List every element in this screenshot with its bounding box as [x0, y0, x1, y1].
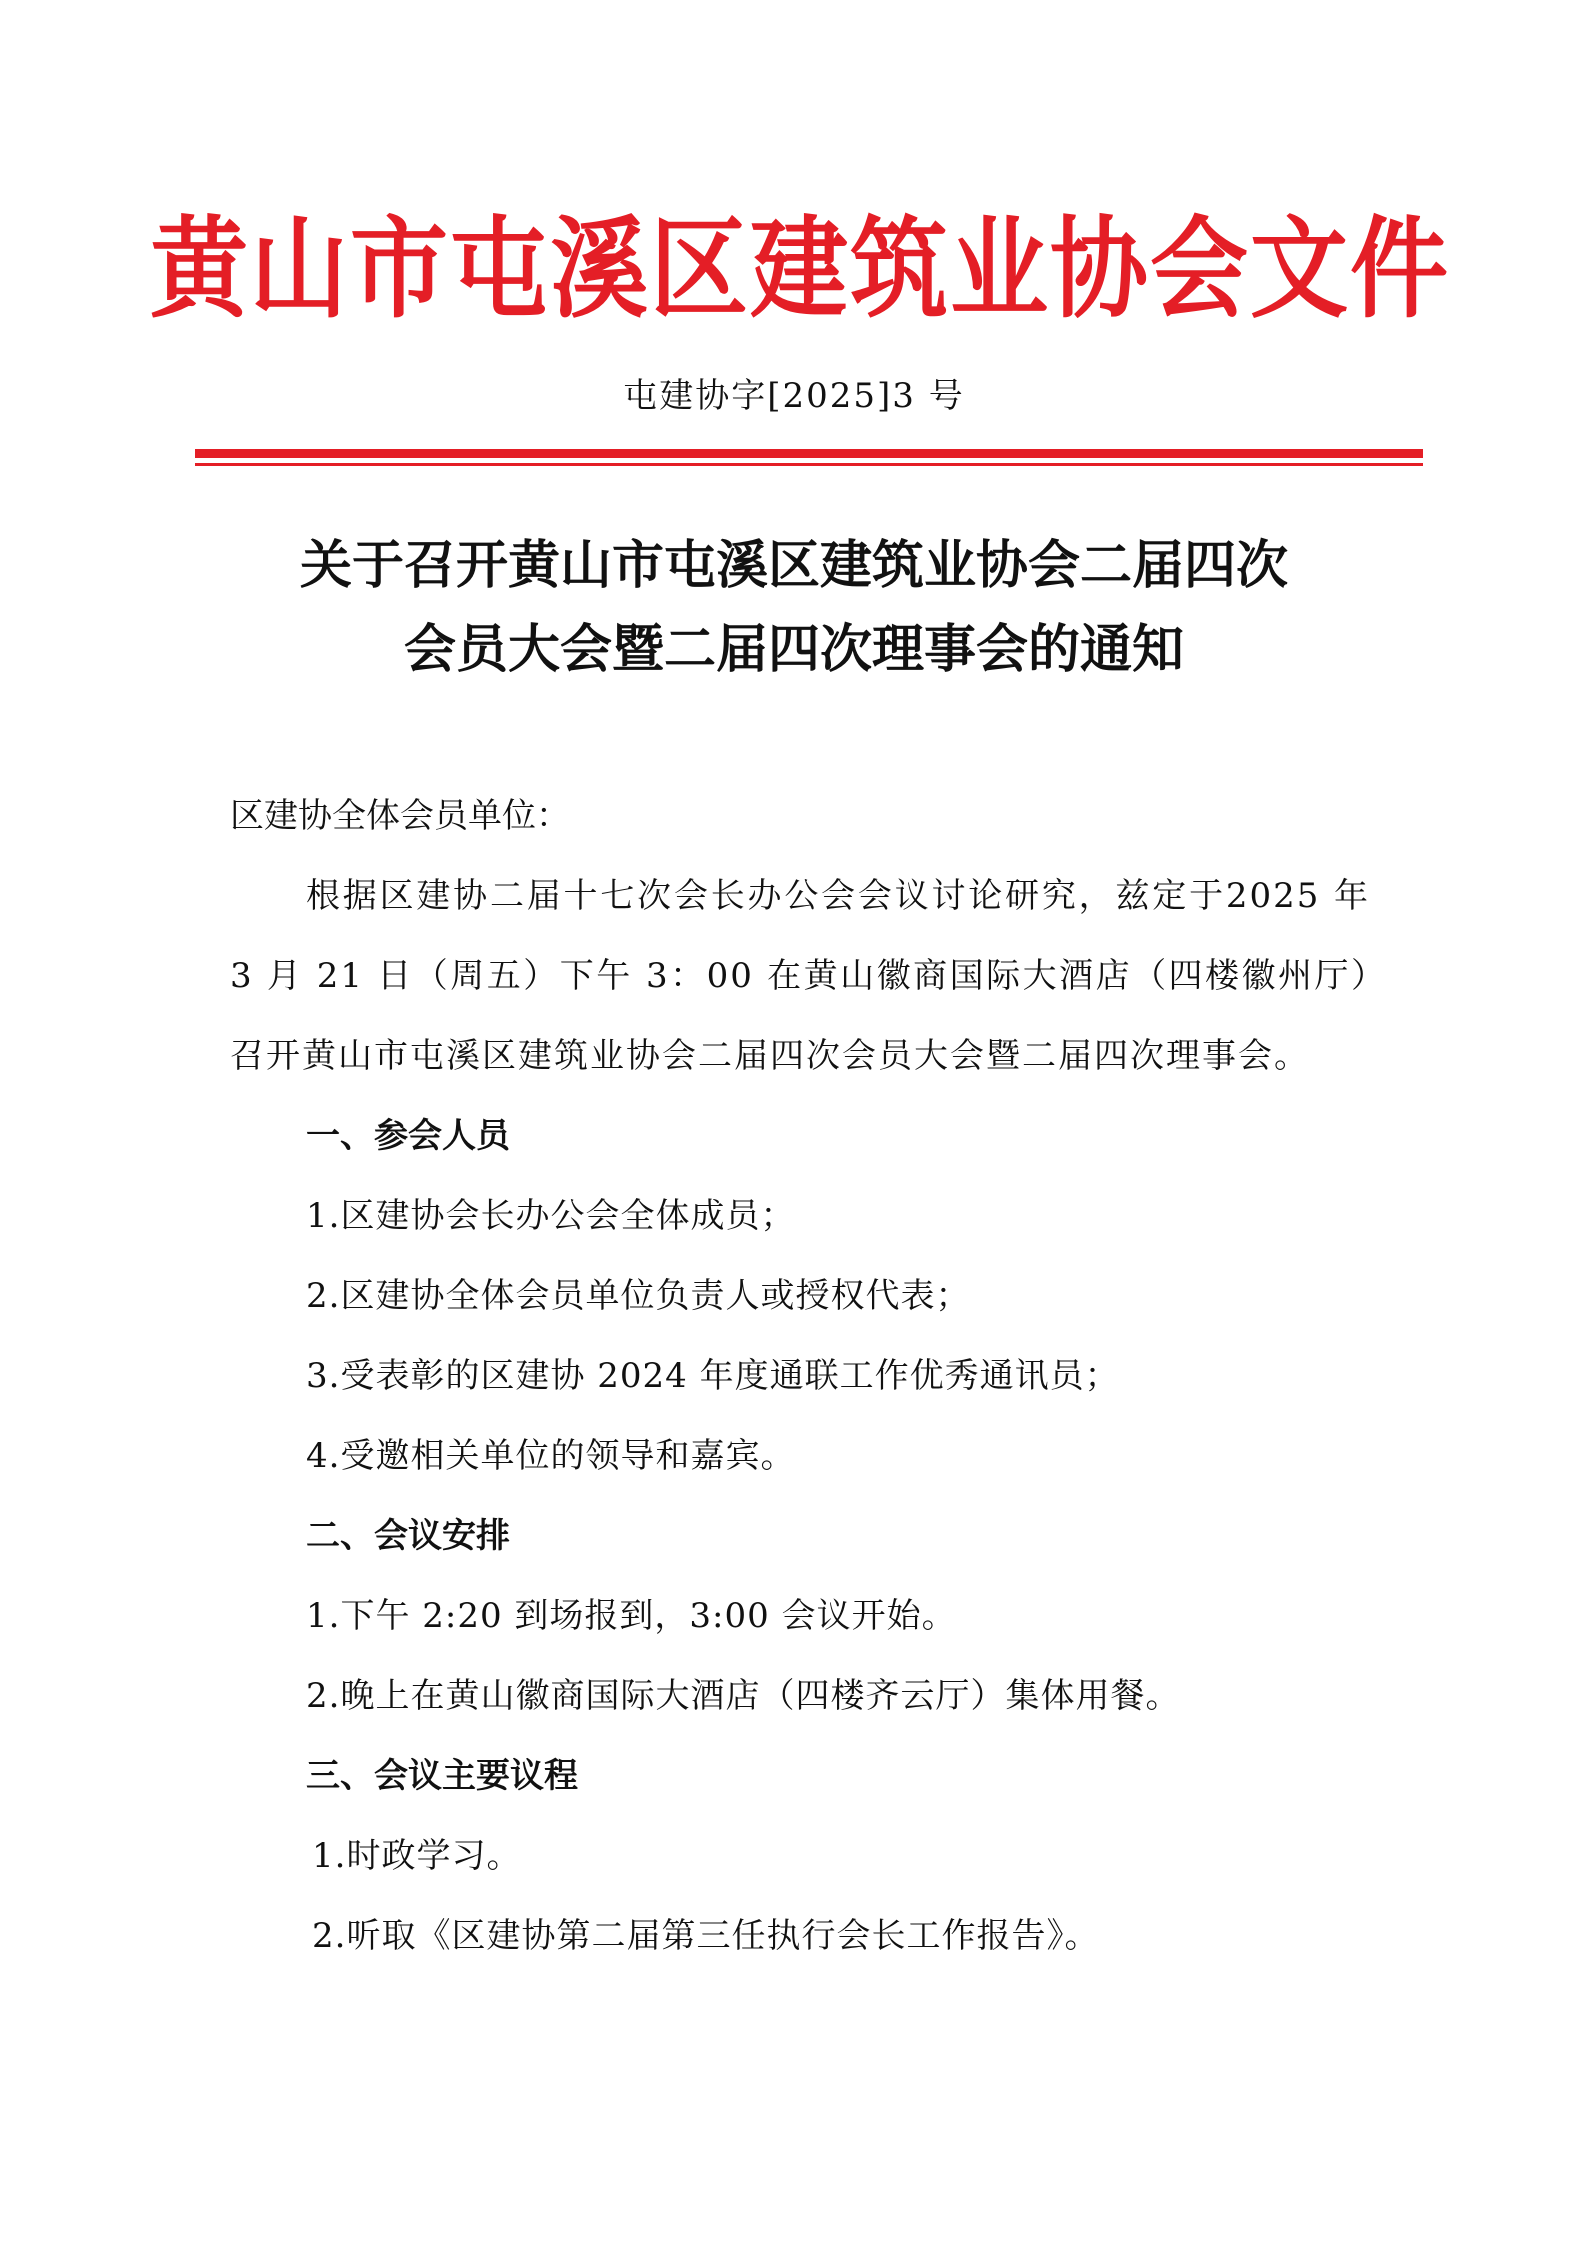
list-item: 4.受邀相关单位的领导和嘉宾。: [306, 1436, 796, 1476]
list-item: 2.听取《区建协第二届第三任执行会长工作报告》。: [312, 1916, 1100, 1956]
notice-body: [230, 776, 1370, 1976]
red-divider-thin: [195, 463, 1423, 466]
list-item: 2.晚上在黄山徽商国际大酒店（四楼齐云厅）集体用餐。: [306, 1676, 1181, 1716]
notice-title-line-2: 会员大会暨二届四次理事会的通知: [403, 620, 1184, 680]
notice-title-line-1: 关于召开黄山市屯溪区建筑业协会二届四次: [299, 536, 1288, 596]
list-item: 1.区建协会长办公会全体成员；: [306, 1196, 796, 1236]
list-item: 3.受表彰的区建协 2024 年度通联工作优秀通讯员；: [306, 1356, 1120, 1396]
intro-paragraph: 根据区建协二届十七次会长办公会会议讨论研究，兹定于2025 年 3 月 21 日（周五）下午 3：00 在黄山徽商国际大酒店（四楼徽州厅）召开黄山市屯溪区建筑业协会二届四次会员大会暨二届四次理事会。: [230, 876, 1370, 1076]
red-divider-thick: [195, 449, 1423, 458]
salutation: 区建协全体会员单位：: [230, 796, 570, 836]
list-item: 2.区建协全体会员单位负责人或授权代表；: [306, 1276, 971, 1316]
notice-title: [150, 524, 1438, 692]
masthead-title: 黄山市屯溪区建筑业协会文件: [150, 206, 1451, 334]
list-item: 1.时政学习。: [312, 1836, 522, 1876]
list-item: 1.下午 2:20 到场报到，3:00 会议开始。: [306, 1596, 957, 1636]
section-heading-arrangement: 二、会议安排: [306, 1516, 510, 1556]
section-heading-agenda: 三、会议主要议程: [306, 1756, 578, 1796]
section-heading-attendees: 一、参会人员: [306, 1116, 510, 1156]
document-number: 屯建协字[2025]3 号: [623, 376, 965, 416]
